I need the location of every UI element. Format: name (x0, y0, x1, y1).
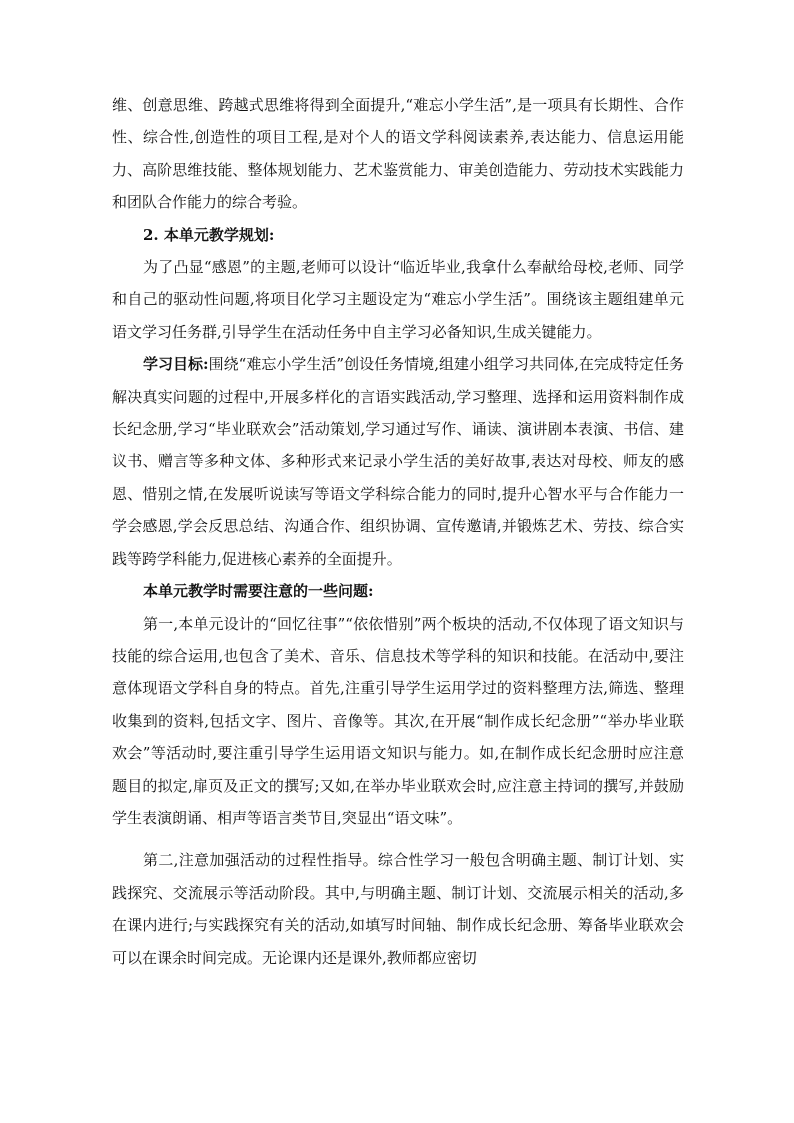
document-body (112, 89, 684, 974)
learning-goals-text: 围绕“难忘小学生活”创设任务情境,组建小组学习共同体,在完成特定任务解决真实问题的过程中,开展多样化的言语实践活动,学习整理、选择和运用资料制作成长纪念册,学习“毕业联欢会”活动策划,学习通过写作、诵读、演讲剧本表演、书信、建议书、赠言等多种文体、多种形式来记录小学生活的美好故事,表达对母校、师友的感恩、惜别之情,在发展听说读写等语文学科综合能力的同时,提升心智水平与合作能力一学会感恩,学会反思总结、沟通合作、组织协调、宣传邀请,并锻炼艺术、劳技、综合实践等跨学科能力,促进核心素养的全面提升。 (112, 355, 684, 568)
learning-goals-label: 学习目标: (143, 355, 209, 374)
paragraph-note-first: 第一,本单元设计的“回忆往事”“依依惜别”两个板块的活动,不仅体现了语文知识与技能的综合运用,也包含了美术、音乐、信息技术等学科的知识和技能。在活动中,要注意体现语文学科自身的特点。首先,注重引导学生运用学过的资料整理方法,筛选、整理收集到的资料,包括文字、图片、音像等。其次,在开展“制作成长纪念册”“举办毕业联欢会”等活动时,要注重引导学生运用语文知识与能力。如,在制作成长纪念册时应注意题目的拟定,扉页及正文的撰写;又如,在举办毕业联欢会时,应注意主持词的撰写,并鼓励学生表演朗诵、相声等语言类节目,突显出“语文味”。 (112, 614, 684, 827)
paragraph-learning-goals (112, 348, 684, 575)
section-heading-notes: 本单元教学时需要注意的一些问题: (143, 582, 374, 601)
paragraph-intro: 维、创意思维、跨越式思维将得到全面提升,“难忘小学生活”,是一项具有长期性、合作性、综合性,创造性的项目工程,是对个人的语文学科阅读素养,表达能力、信息运用能力、高阶思维技能、整体规划能力、艺术鉴赏能力、审美创造能力、劳动技术实践能力和团队合作能力的综合考验。 (112, 96, 684, 212)
paragraph-theme: 为了凸显“感恩”的主题,老师可以设计“临近毕业,我拿什么奉献给母校,老师、同学和自己的驱动性问题,将项目化学习主题设定为“难忘小学生活”。围绕该主题组建单元语文学习任务群,引导学生在活动任务中自主学习必备知识,生成关键能力。 (112, 258, 684, 341)
section-heading-planning: 2. 本单元教学规划: (143, 225, 275, 244)
paragraph-note-second: 第二,注意加强活动的过程性指导。综合性学习一般包含明确主题、制订计划、实践探究、交流展示等活动阶段。其中,与明确主题、制订计划、交流展示相关的活动,多在课内进行;与实践探究有关的活动,如填写时间轴、制作成长纪念册、筹备毕业联欢会可以在课余时间完成。无论课内还是课外,教师都应密切 (112, 851, 684, 967)
